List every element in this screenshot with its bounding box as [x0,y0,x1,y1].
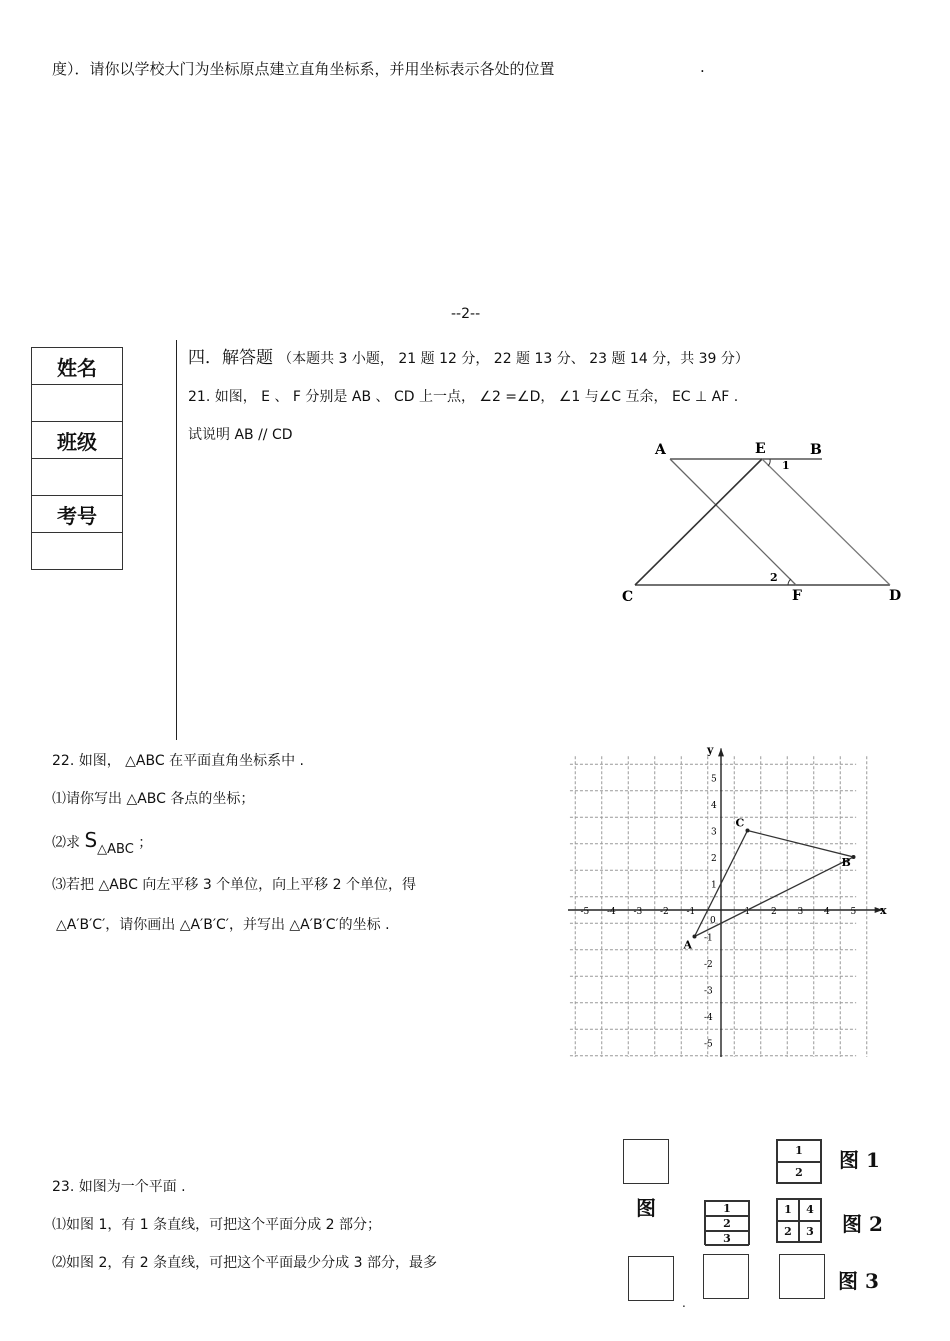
y-tick-label: 1 [711,880,717,891]
figure-1-label: 图 1 [839,1148,880,1172]
label-b: B [810,442,822,458]
x-tick-label: -3 [633,907,643,917]
q22-part3-cont: △A′B′C′，请你画出 △A′B′C′，并写出 △A′B′C′的坐标 . [56,917,390,933]
class-field[interactable] [32,459,122,496]
fig2b-region: 4 [799,1199,821,1221]
y-tick-label: -1 [704,933,713,944]
angle-1-arc [768,459,770,466]
point-label-c: C [735,816,745,830]
top-text-line: 度）．请你以学校大门为坐标原点建立直角坐标系，并用坐标表示各处的位置 [52,60,555,78]
fig1-region: 1 [777,1140,821,1162]
figure-3-label: 图 3 [838,1269,879,1293]
x-tick-label: 5 [850,907,857,917]
x-tick-label: 2 [771,907,777,917]
name-field[interactable] [32,385,122,422]
point-b [852,855,856,859]
section-heading [188,343,749,368]
fig2a-region: 2 [705,1216,749,1231]
exam-number-field[interactable] [32,533,122,569]
q23-statement: 23. 如图为一个平面 . [52,1179,186,1195]
q21-figure [610,435,910,610]
label-d: D [889,588,902,604]
figure-3-box-a[interactable] [628,1256,674,1301]
y-tick-label: 5 [711,774,717,785]
label-e: E [755,441,766,457]
point-c [746,829,750,833]
figure-2-parallel [704,1200,750,1245]
triangle-abc [695,831,854,937]
margin-divider [176,340,177,740]
x-axis-label: x [880,904,887,917]
y-tick-label: 2 [711,854,717,864]
figure-label-word: 图 [636,1196,656,1220]
label-angle-2: 2 [770,571,778,584]
y-axis-arrow [718,748,724,756]
x-tick-label: 3 [797,907,804,917]
label-c: C [622,589,634,605]
fig2a-region: 3 [705,1231,749,1246]
exam-number-label: 考号 [32,496,122,533]
top-text-end: . [700,58,705,76]
segment-ed [762,459,890,585]
label-angle-1: 1 [782,459,790,472]
x-tick-label: 4 [824,907,830,917]
name-label: 姓名 [32,348,122,385]
x-tick-label: -1 [686,907,696,917]
footer-dot: . [682,1296,686,1310]
q22-part2 [52,828,153,857]
coordinate-plane [568,742,898,1057]
x-tick-label: -4 [607,907,616,917]
y-tick-label: -4 [704,1013,713,1023]
q21-statement: 21. 如图， E 、 F 分别是 AB 、 CD 上一点， ∠2 =∠D， ∠1 与∠C 互余， EC ⊥ AF . [188,389,739,405]
fig2b-region: 1 [777,1199,799,1221]
q22-part2-prefix: ⑵求 [52,835,80,851]
figure-1 [776,1139,822,1184]
y-tick-label: -3 [704,986,713,997]
fig2a-region: 1 [705,1201,749,1216]
label-f: F [792,588,802,604]
figure-2-label: 图 2 [842,1212,883,1236]
point-label-b: B [841,856,851,869]
fig2b-region: 2 [777,1221,799,1243]
angle-2-arc [788,579,791,585]
q23-part1: ⑴如图 1，有 1 条直线，可把这个平面分成 2 部分； [52,1217,381,1233]
q22-statement: 22. 如图， △ABC 在平面直角坐标系中 . [52,753,304,769]
segment-af [670,459,796,585]
q22-part2-suffix: ； [138,835,153,851]
q22-part3: ⑶若把 △ABC 向左平移 3 个单位，向上平移 2 个单位，得 [52,877,416,893]
origin-label: 0 [710,916,716,926]
fig1-region: 2 [777,1162,821,1184]
x-tick-label: -5 [580,907,590,917]
y-tick-label: -5 [704,1039,713,1050]
page-number: --2-- [451,306,481,322]
q22-part1: ⑴请你写出 △ABC 各点的坐标； [52,791,255,807]
fig2b-region: 3 [799,1221,821,1243]
section-title: 四．解答题 [188,348,273,368]
q23-part2: ⑵如图 2，有 2 条直线，可把这个平面最少分成 3 部分，最多 [52,1255,437,1271]
point-a [693,935,697,939]
section-detail: （本题共 3 小题， 21 题 12 分， 22 题 13 分、 23 题 14 分，共 39 分） [278,351,749,367]
x-tick-label: -2 [660,907,669,917]
y-tick-label: -2 [704,960,713,970]
area-symbol: S [84,828,98,852]
class-label: 班级 [32,422,122,459]
label-a: A [655,442,666,458]
y-tick-label: 4 [711,801,717,811]
segment-ec [635,459,762,585]
plane-figure-blank [623,1139,669,1184]
point-label-a: A [683,938,693,952]
figure-3-box-b[interactable] [703,1254,749,1299]
area-subscript: △ABC [97,842,134,857]
figure-3-box-c[interactable] [779,1254,825,1299]
y-axis-label: y [707,743,714,757]
q21-task: 试说明 AB // CD [188,427,293,443]
x-tick-label: 1 [744,907,751,917]
student-info-box [31,347,123,570]
y-tick-label: 3 [711,827,717,838]
figure-2-crossing [776,1198,822,1243]
